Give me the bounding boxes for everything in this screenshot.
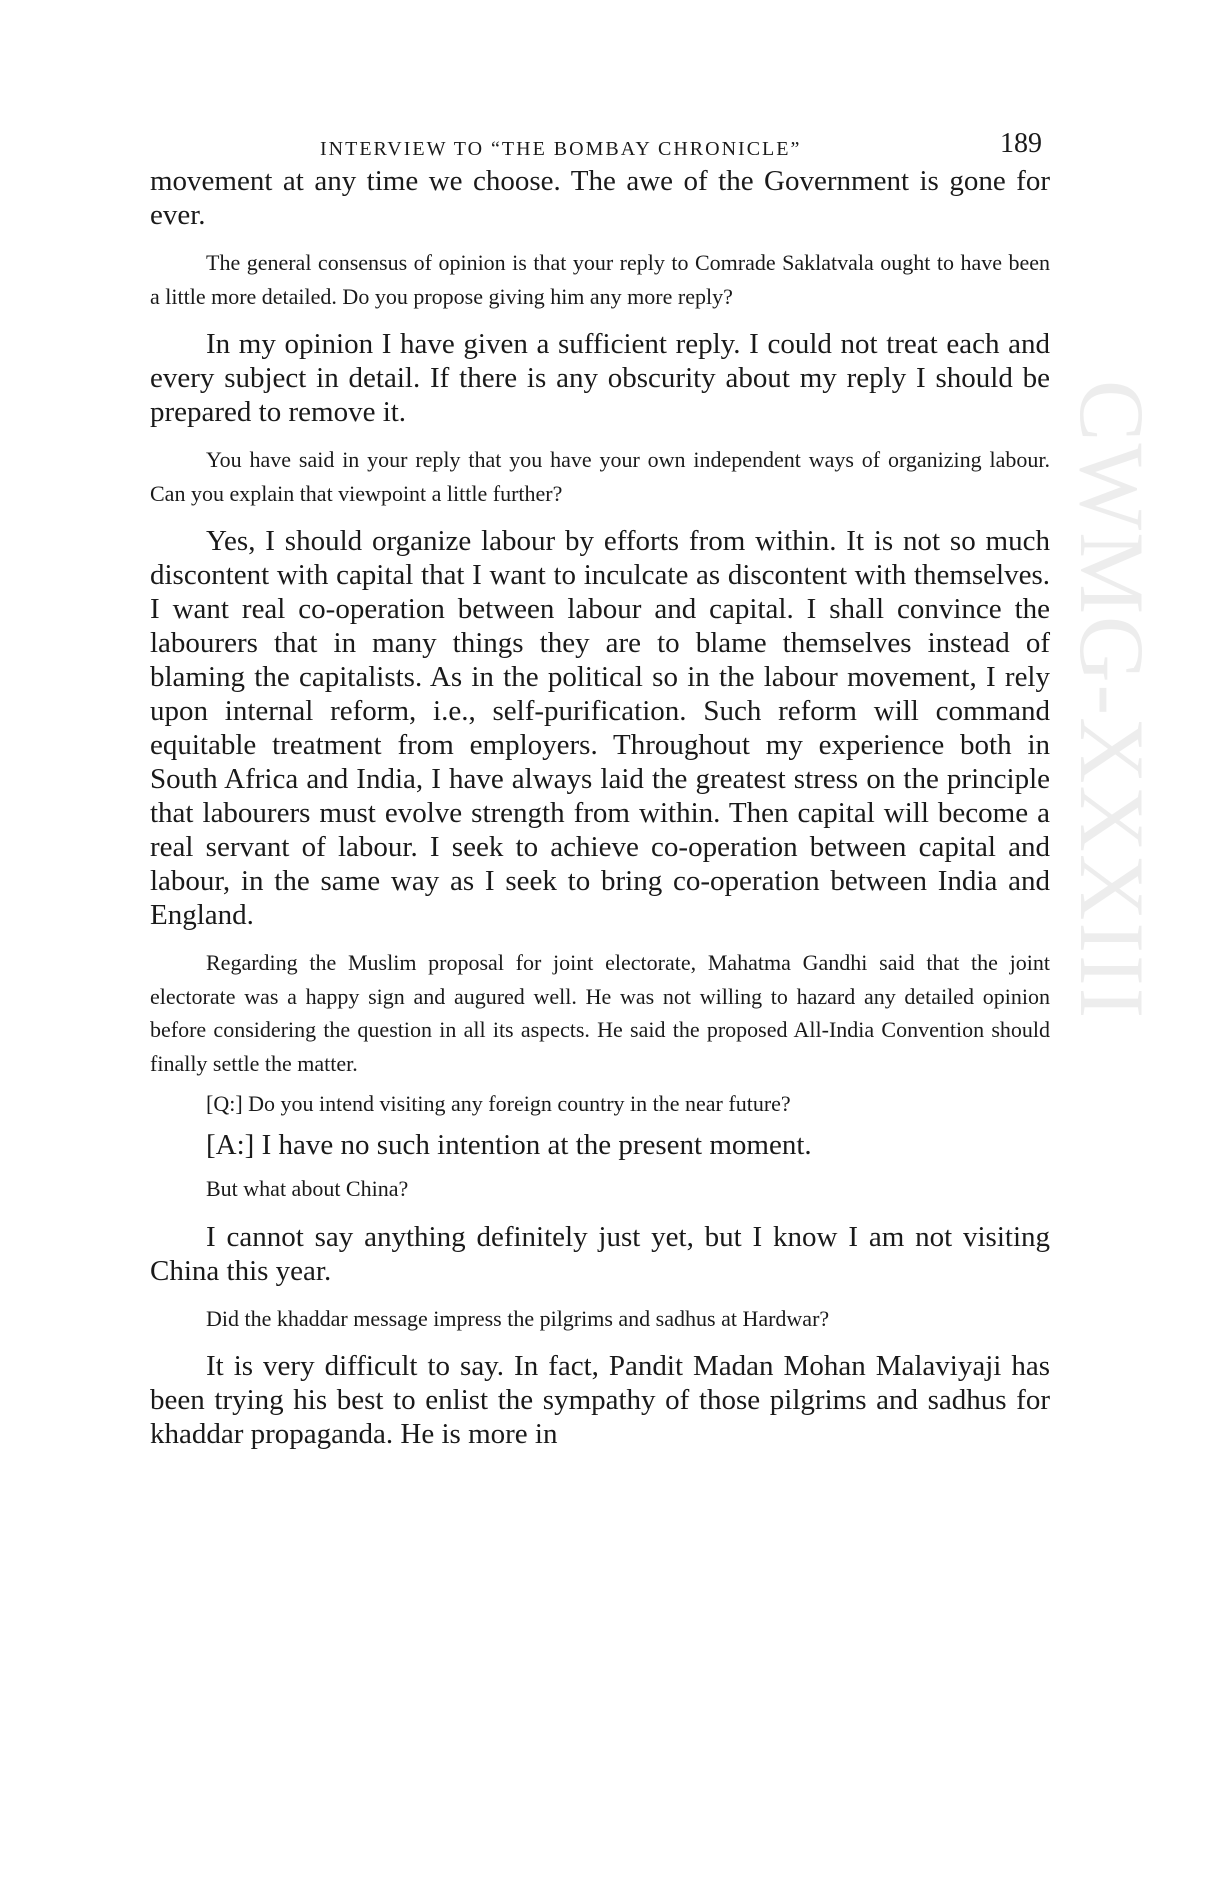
- question-paragraph: But what about China?: [206, 1176, 409, 1201]
- a-text: I have no such intention at the present moment.: [261, 1129, 812, 1161]
- running-header: [150, 118, 1050, 158]
- page-number: 189: [1000, 128, 1042, 159]
- answer-paragraph: It is very difficult to say. In fact, Pandit Madan Mohan Malaviyaji has been trying his best to enlist the sympathy of those pilgrims and sadhus for khaddar propaganda. He is more in: [150, 1350, 1050, 1450]
- running-title: INTERVIEW TO “THE BOMBAY CHRONICLE”: [320, 138, 802, 160]
- question-paragraph: Regarding the Muslim proposal for joint electorate, Mahatma Gandhi said that the joint electorate was a happy sign and augured well. He was not willing to hazard any detailed opinion before considering the question in all its aspects. He said the proposed All-India Convention should finally settle the matter.: [150, 950, 1050, 1076]
- qa-question: [150, 1088, 1050, 1120]
- question-paragraph: The general consensus of opinion is that your reply to Comrade Saklatvala ought to have been a little more detailed. Do you propose giving him any more reply?: [150, 250, 1050, 309]
- a-marker: [A:]: [206, 1129, 255, 1161]
- answer-paragraph: I cannot say anything definitely just yet, but I know I am not visiting China this year.: [150, 1220, 1050, 1287]
- answer-paragraph: Yes, I should organize labour by efforts from within. It is not so much discontent with capital that I want to inculcate as discontent with themselves. I want real co-operation between labour and capital. I shall convince the labourers that in many things they are to blame themselves instead of blaming the capitalists. As in the political so in the labour movement, I rely upon internal reform, i.e., self-purification. Such reform will command equitable treatment from employers. Throughout my experience both in South Africa and India, I have always laid the greatest stress on the principle that labourers must evolve strength from within. Then capital will become a real servant of labour. I seek to achieve co-operation between capital and labour, in the same way as I seek to bring co-operation between India and England.: [150, 525, 1050, 931]
- question-paragraph: Did the khaddar message impress the pilgrims and sadhus at Hardwar?: [206, 1305, 830, 1331]
- q-marker: [Q:]: [206, 1091, 243, 1116]
- watermark: CWMG-XXXIII: [1061, 380, 1163, 1021]
- q-text: Do you intend visiting any foreign country in the near future?: [248, 1091, 791, 1116]
- question-paragraph: You have said in your reply that you have your own independent ways of organizing labour. Can you explain that viewpoint a little further?: [150, 447, 1050, 506]
- answer-paragraph: In my opinion I have given a sufficient reply. I could not treat each and every subject in detail. If there is any obscurity about my reply I should be prepared to remove it.: [150, 328, 1050, 428]
- page: [150, 118, 1050, 1465]
- qa-answer: [150, 1128, 1050, 1162]
- answer-paragraph: movement at any time we choose. The awe of the Government is gone for ever.: [150, 165, 1050, 231]
